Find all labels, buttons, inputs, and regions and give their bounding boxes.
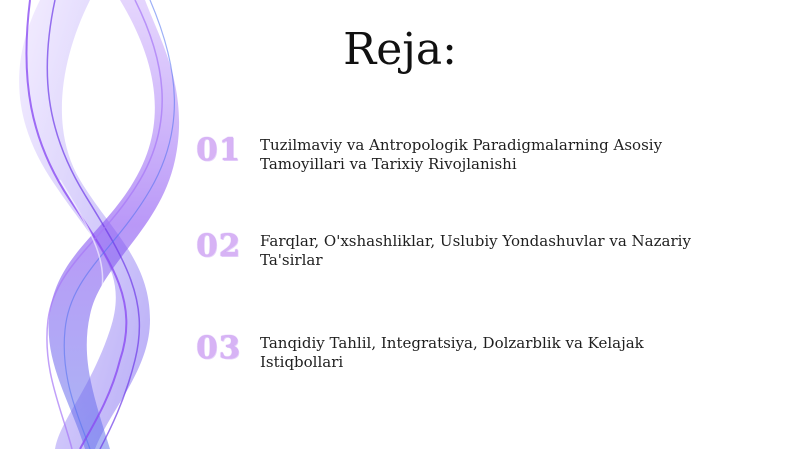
item-number: 02 [196,228,242,264]
item-number: 03 [196,330,242,366]
agenda-item [196,228,786,288]
item-text: Tuzilmaviy va Antropologik Paradigmalarning Asosiy Tamoyillari va Tarixiy Rivojlanishi [260,136,663,173]
agenda-item [196,132,786,192]
slide-title: Reja: [343,24,457,75]
item-text: Farqlar, O'xshashliklar, Uslubiy Yondashuvlar va Nazariy Ta'sirlar [260,232,691,269]
purple-wave-decoration [0,0,200,449]
item-text: Tanqidiy Tahlil, Integratsiya, Dolzarblik va Kelajak Istiqbollari [260,334,644,371]
agenda-item [196,330,786,390]
item-number: 01 [196,132,242,168]
